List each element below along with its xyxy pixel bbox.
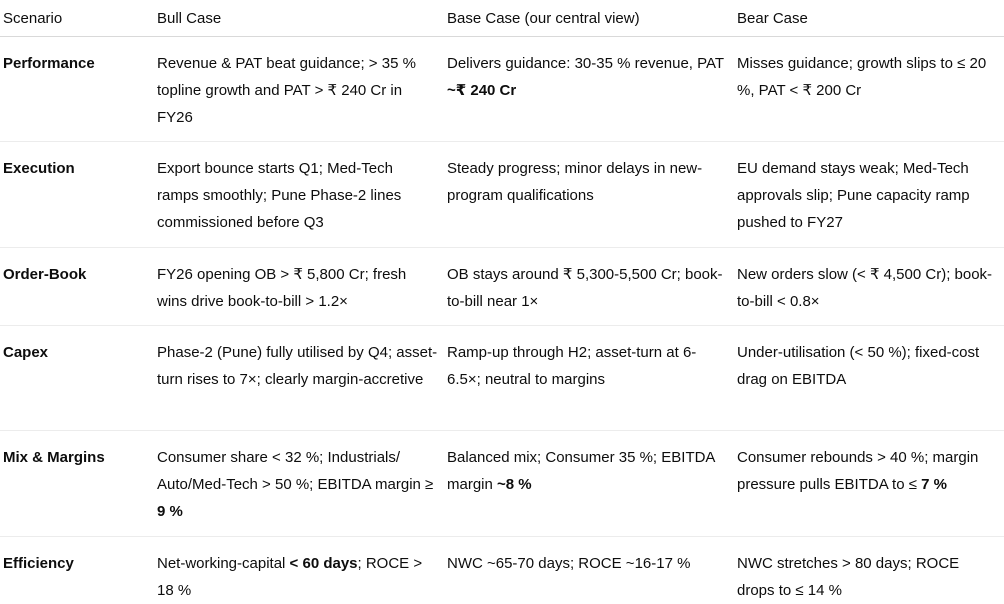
cell-text: Misses guidance; growth slips to ≤ 20 %, PAT < ₹ 200 Cr [737, 54, 987, 99]
cell-text: Revenue & PAT beat guidance; > 35 % topline growth and PAT > ₹ 240 Cr in FY26 [157, 54, 416, 126]
table-body [0, 36, 1004, 604]
bull-cell [154, 247, 444, 325]
table-row [0, 141, 1004, 247]
cell-text: Delivers guidance: 30-35 % revenue, PAT [447, 54, 724, 72]
bear-cell [734, 247, 1004, 325]
bull-cell [154, 430, 444, 536]
cell-text: New orders slow (< ₹ 4,500 Cr); book-to-bill < 0.8× [737, 265, 993, 310]
cell-text: OB stays around ₹ 5,300-5,500 Cr; book-to-bill near 1× [447, 265, 723, 310]
bull-cell [154, 141, 444, 247]
bear-cell [734, 430, 1004, 536]
row-label: Execution [0, 141, 154, 247]
table-row [0, 247, 1004, 325]
base-cell [444, 325, 734, 430]
bull-cell [154, 536, 444, 604]
cell-text: FY26 opening OB > ₹ 5,800 Cr; fresh wins drive book-to-bill > 1.2× [157, 265, 407, 310]
bull-cell [154, 36, 444, 141]
cell-text: Under-utilisation (< 50 %); fixed-cost drag on EBITDA [737, 343, 980, 388]
cell-text: NWC stretches > 80 days; ROCE drops to ≤ 14 % [737, 554, 960, 599]
row-label: Performance [0, 36, 154, 141]
cell-text: Ramp-up through H2; asset-turn at 6-6.5×; neutral to margins [447, 343, 697, 388]
column-header-bear-case: Bear Case [734, 0, 1004, 36]
emphasis-text: ~8 % [497, 475, 532, 493]
cell-text: ; ROCE > 18 % [157, 554, 423, 599]
column-header-base-case: Base Case (our central view) [444, 0, 734, 36]
bear-cell [734, 325, 1004, 430]
column-header-bull-case: Bull Case [154, 0, 444, 36]
bear-cell [734, 141, 1004, 247]
base-cell [444, 430, 734, 536]
table-row [0, 325, 1004, 430]
cell-text: Export bounce starts Q1; Med-Tech ramps smoothly; Pune Phase-2 lines commissioned before Q3 [157, 159, 402, 231]
column-header-scenario: Scenario [0, 0, 154, 36]
row-label: Order-Book [0, 247, 154, 325]
bull-cell [154, 325, 444, 430]
table-row [0, 536, 1004, 604]
cell-text: NWC ~65-70 days; ROCE ~16-17 % [447, 554, 691, 572]
cell-text: Phase-2 (Pune) fully utilised by Q4; asset-turn rises to 7×; clearly margin-accretive [157, 343, 438, 388]
table-row [0, 36, 1004, 141]
emphasis-text: < 60 days [289, 554, 358, 572]
cell-text: Net-working-capital [157, 554, 290, 572]
cell-text: Balanced mix; Consumer 35 %; EBITDA margin [447, 448, 715, 493]
base-cell [444, 36, 734, 141]
cell-text: Steady progress; minor delays in new-program qualifications [447, 159, 703, 204]
cell-text: Consumer rebounds > 40 %; margin pressure pulls EBITDA to ≤ [737, 448, 979, 493]
bear-cell [734, 36, 1004, 141]
table-row [0, 430, 1004, 536]
table-header-row [0, 0, 1004, 36]
bear-cell [734, 536, 1004, 604]
row-label: Efficiency [3, 554, 74, 572]
cell-text: EU demand stays weak; Med-Tech approvals slip; Pune capacity ramp pushed to FY27 [737, 159, 970, 231]
emphasis-text: ~₹ 240 Cr [447, 81, 517, 99]
cell-text: Consumer share < 32 %; Industrials/ Auto/Med-Tech > 50 %; EBITDA margin ≥ [157, 448, 434, 493]
emphasis-text: 7 % [921, 475, 947, 493]
base-cell [444, 536, 734, 604]
row-label: Capex [0, 325, 154, 430]
row-label: Mix & Margins [0, 430, 154, 536]
base-cell [444, 247, 734, 325]
emphasis-text: 9 % [157, 502, 183, 520]
base-cell [444, 141, 734, 247]
